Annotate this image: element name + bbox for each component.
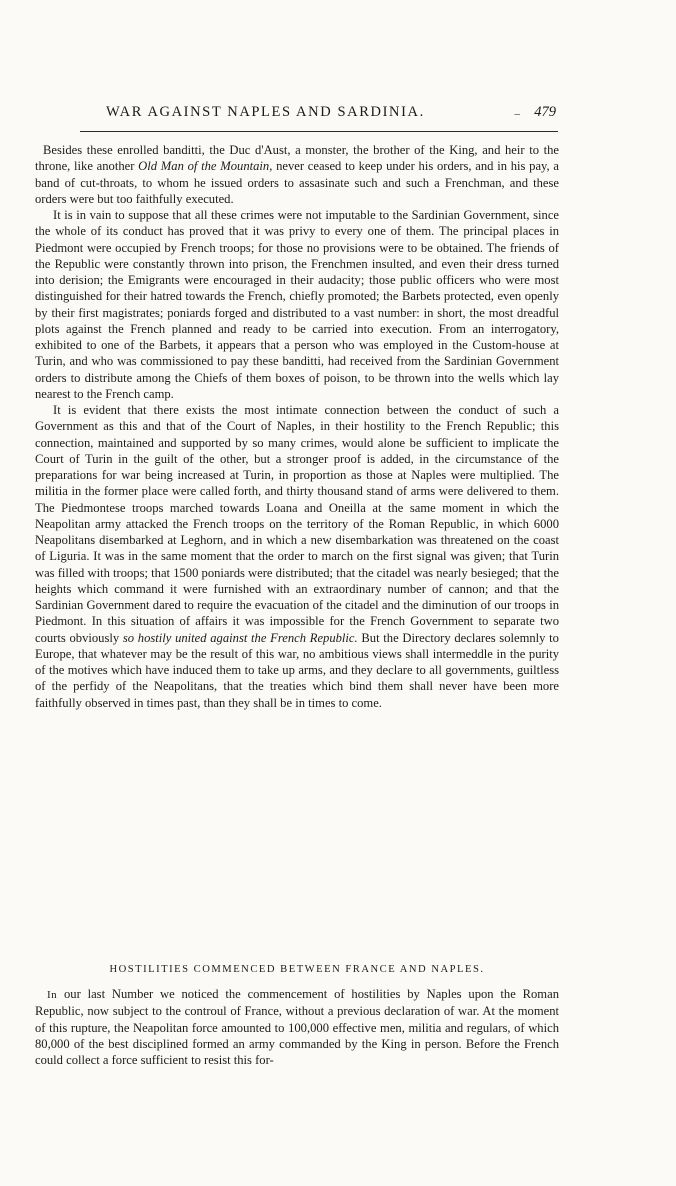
section-paragraph-text: our last Number we noticed the commencement of hostilities by Naples upon the Roman Republic, now subject to the controul of France, without a previous declaration of war. At the moment of this rupture, the Neapolitan force amounted to 100,000 effective men, militia and regulars, of which 80,000 of the best disciplined formed an army commanded by the King in person. Before the French could collect a force sufficient to resist this for- bbox=[35, 987, 559, 1067]
paragraph-1 bbox=[35, 142, 559, 207]
section-paragraph bbox=[35, 986, 559, 1068]
running-title: WAR AGAINST NAPLES AND SARDINIA. bbox=[106, 104, 425, 120]
header-rule bbox=[80, 131, 558, 132]
paragraph-1-text-b: never ceased to keep under his orders, and in his pay, a band of cut-throats, to whom he issued orders to assasinate such and such a Frenchman, and these orders were but too faithfully executed. bbox=[35, 159, 559, 206]
body-text bbox=[35, 142, 559, 711]
paragraph-3-text-a: It is evident that there exists the most intimate connection between the conduct of such a Government as this and that of the Court of Naples, in their hostility to the French Republic; this connection, maintained and supported by so many crimes, would alone be sufficient to implicate the Court of Turin in the guilt of the other, but a stronger proof is added, in the circumstance of the preparations for war being increased at Turin, in proportion as those at Naples were multiplied. The militia in the former place were called forth, and thirty thousand stand of arms were delivered to them. The Piedmontese troops marched towards Loana and Oneilla at the same moment in which the Neapolitan army attacked the French troops on the territory of the Roman Republic, in which 6000 Neapolitans disembarked at Leghorn, and in which a new disembarkation was threatened on the coast of Liguria. It was in the same moment that the order to march on the first signal was given; that Turin was filled with troops; that 1500 poniards were distributed; that the citadel was nearly besieged; that the heights which command it were furnished with an extraordinary number of cannon; and that the Sardinian Government dared to require the evacuation of the citadel and the diminution of our troops in Piedmont. In this situation of affairs it was impossible for the French Government to separate two courts obviously bbox=[35, 403, 559, 645]
ink-mark: – bbox=[514, 108, 520, 120]
running-head bbox=[84, 104, 556, 128]
paragraph-1-text-a: Besides these enrolled banditti, the Duc d'Aust, a monster, the brother of the King, and heir to the throne, like another bbox=[35, 143, 559, 174]
section-body bbox=[35, 986, 559, 1068]
page-number: 479 bbox=[534, 104, 556, 120]
paragraph-3-italic: so hostily united against the French Republic. bbox=[122, 630, 358, 645]
section-lead-word: In bbox=[47, 989, 58, 1001]
section-heading: HOSTILITIES COMMENCED BETWEEN FRANCE AND NAPLES. bbox=[109, 964, 485, 975]
paragraph-3 bbox=[35, 402, 559, 711]
paragraph-3-text-b: But the Directory declares solemnly to Europe, that whatever may be the result of this war, no ambitious views shall intermeddle in the purity of the motives which have induced them to take up arms, and they declare to all governments, guiltless of the perfidy of the Neapolitans, that the treaties which bind them shall never have been more faithfully observed in times past, than they shall be in times to come. bbox=[35, 630, 559, 710]
paragraph-1-italic: Old Man of the Mountain, bbox=[138, 159, 273, 174]
paragraph-2: It is in vain to suppose that all these crimes were not imputable to the Sardinian Government, since the whole of its conduct has proved that it was privy to every one of them. The principal places in Piedmont were occupied by French troops; for those no provisions were to be obtained. The friends of the Republic were constantly thrown into prison, the Frenchmen insulted, and even their dress turned into derision; the Emigrants were encouraged in their audacity; those public officers who were most distinguished for their hatred towards the French, chiefly promoted; the Barbets protected, even openly by their first magistrates; poniards forged and distributed to a vast number: in short, the most dreadful plots against the French planned and ready to be carried into execution. From an interrogatory, exhibited to one of the Barbets, it appears that a person who was employed in the Custom-house at Turin, and who was commissioned to pay these banditti, had received from the Sardinian Government orders to distribute among the Chiefs of them boxes of poison, to be thrown into the wells which lay nearest to the French camp. bbox=[35, 208, 559, 401]
